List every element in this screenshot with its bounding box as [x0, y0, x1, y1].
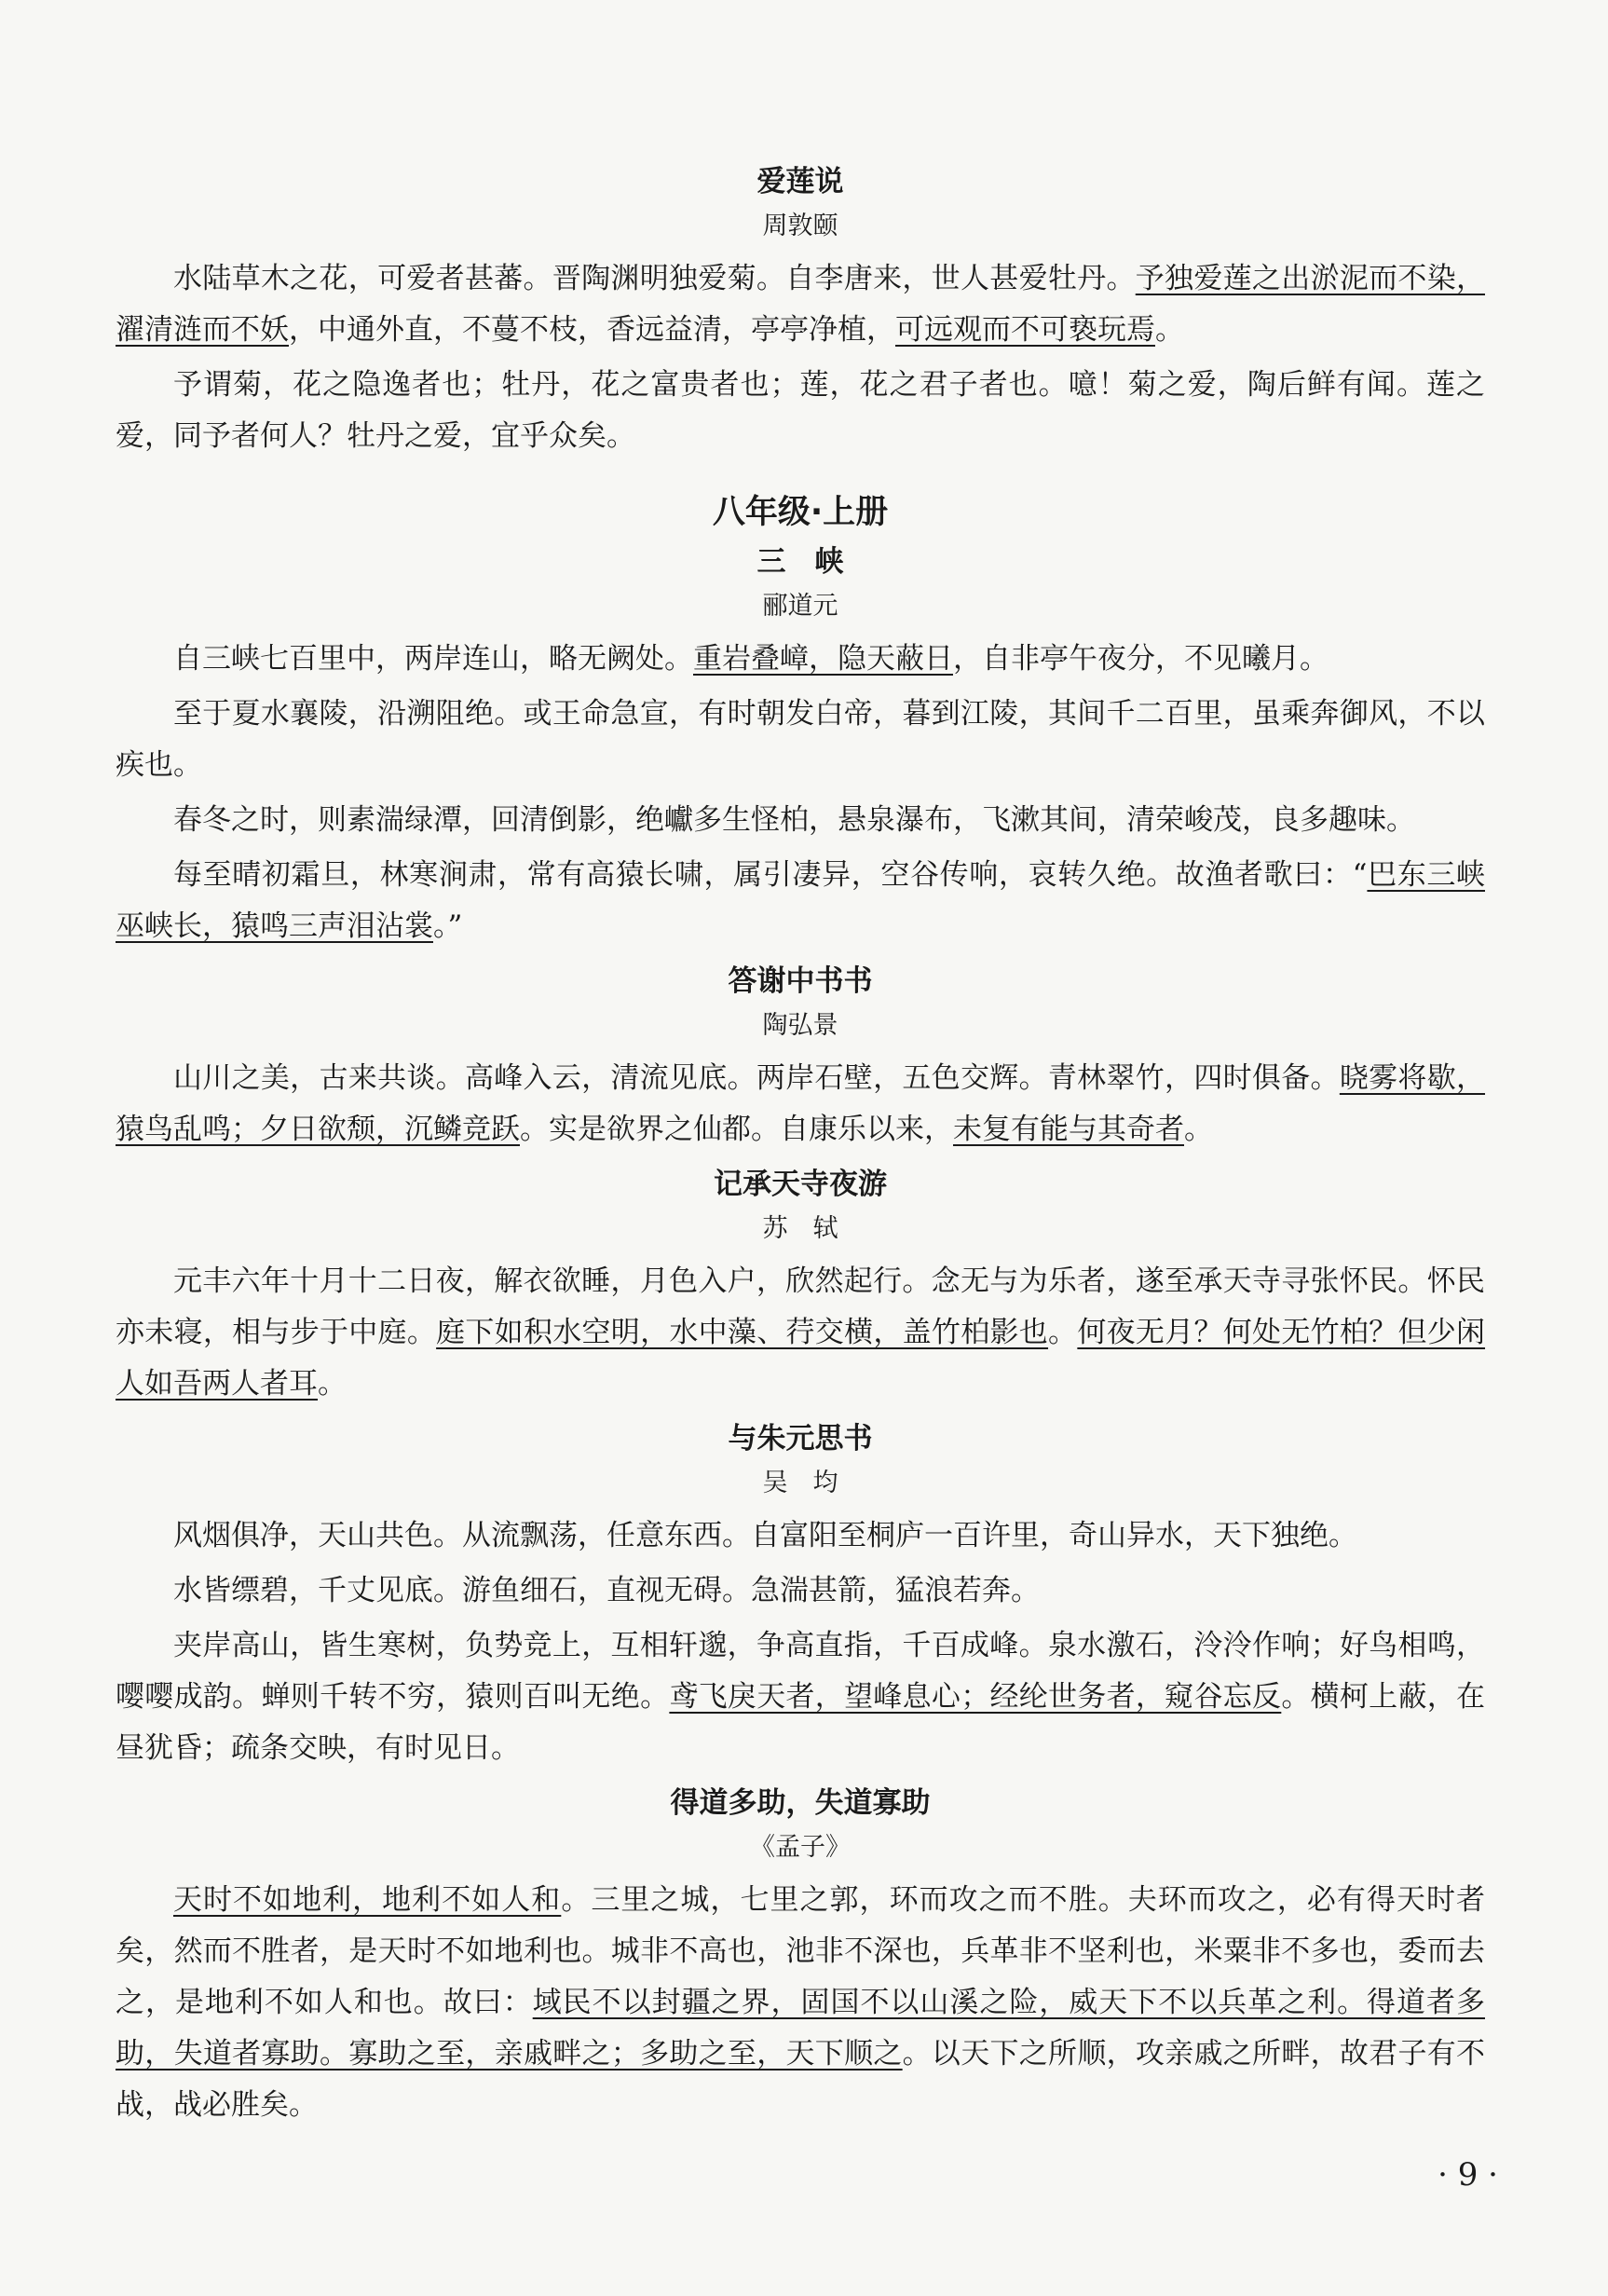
- text-run: 。: [1048, 1316, 1078, 1349]
- text-run: 春冬之时，则素湍绿潭，回清倒影，绝巘多生怪柏，悬泉瀑布，飞漱其间，清荣峻茂，良多趣味。: [173, 803, 1415, 837]
- text-run: 予谓菊，花之隐逸者也；牡丹，花之富贵者也；莲，花之君子者也。噫！菊之爱，陶后鲜有闻。莲之爱，同予者何人？牡丹之爱，宜乎众矣。: [116, 368, 1485, 453]
- text-run: 。横柯上蔽，在昼犹昏；疏条交映，有时见日。: [116, 1680, 1486, 1765]
- paragraph: [116, 850, 1485, 952]
- paragraph: [116, 689, 1485, 791]
- text-section: [116, 958, 1485, 1155]
- paragraph: [116, 1565, 1485, 1617]
- section-title: 爱莲说: [756, 165, 844, 198]
- text-run: 至于夏水襄陵，沿溯阻绝。或王命急宣，有时朝发白帝，暮到江陵，其间千二百里，虽乘奔御风，不以疾也。: [116, 697, 1485, 782]
- section-author: 苏 轼: [762, 1214, 838, 1243]
- paragraph: [116, 634, 1485, 685]
- text-section: [116, 158, 1485, 462]
- section-author: 《孟子》: [750, 1833, 851, 1862]
- paragraph: [116, 360, 1485, 462]
- text-run: 。”: [433, 909, 463, 943]
- paragraph: [116, 1256, 1485, 1410]
- text-section: [116, 1161, 1485, 1410]
- paragraph: [116, 1053, 1485, 1155]
- text-section: [116, 1780, 1485, 2131]
- underlined-phrase: 鸢飞戾天者，望峰息心；经纶世务者，窥谷忘反: [669, 1680, 1282, 1714]
- text-section: [116, 1415, 1485, 1774]
- text-run: 元丰六年十月十二日夜，解衣欲睡，月色入户，欣然起行。念无与为乐者，遂至承天寺寻张怀民。怀民亦未寝，相与步于中庭。: [116, 1264, 1485, 1349]
- section-author: 郦道元: [762, 592, 838, 621]
- underlined-phrase: 予独爱莲之出淤泥而不染，濯清涟而不妖: [116, 262, 1485, 347]
- text-run: 水陆草木之花，可爱者甚蕃。晋陶渊明独爱菊。自李唐来，世人甚爱牡丹。: [173, 262, 1136, 295]
- section-title: 三 峡: [756, 545, 844, 579]
- underlined-phrase: 未复有能与其奇者: [953, 1113, 1184, 1146]
- underlined-phrase: 晓雾将歇，猿鸟乱鸣；夕日欲颓，沉鳞竞跃: [116, 1061, 1486, 1146]
- page-content: [116, 158, 1485, 2135]
- section-author: 吴 均: [762, 1469, 838, 1497]
- text-run: 。以天下之所顺，攻亲戚之所畔，故君子有不战，战必胜矣。: [116, 2037, 1486, 2122]
- text-run: ，自非亭午夜分，不见曦月。: [953, 642, 1329, 676]
- text-run: 。: [1184, 1113, 1213, 1146]
- text-run: 。实是欲界之仙都。自康乐以来，: [520, 1113, 953, 1146]
- underlined-phrase: 庭下如积水空明，水中藻、荇交横，盖竹柏影也: [436, 1316, 1049, 1349]
- section-author: 周敦颐: [762, 212, 838, 240]
- paragraph: [116, 1620, 1485, 1774]
- paragraph: [116, 795, 1485, 846]
- page-number: · 9 ·: [1438, 2156, 1498, 2194]
- paragraph: [116, 253, 1485, 356]
- text-run: 夹岸高山，皆生寒树，负势竞上，互相轩邈，争高直指，千百成峰。泉水激石，泠泠作响；好鸟相鸣，嘤嘤成韵。蝉则千转不穷，猿则百叫无绝。: [116, 1629, 1485, 1714]
- text-section: [116, 486, 1485, 952]
- section-title: 答谢中书书: [728, 964, 873, 998]
- text-run: 风烟俱净，天山共色。从流飘荡，任意东西。自富阳至桐庐一百许里，奇山异水，天下独绝。: [173, 1519, 1357, 1552]
- text-run: 每至晴初霜旦，林寒涧肃，常有高猿长啸，属引凄异，空谷传响，哀转久绝。故渔者歌曰：“: [173, 858, 1368, 892]
- section-author: 陶弘景: [762, 1011, 838, 1040]
- text-run: 。三里之城，七里之郭，环而攻之而不胜。夫环而攻之，必有得天时者矣，然而不胜者，是天时不如地利也。城非不高也，池非不深也，兵革非不坚利也，米粟非不多也，委而去之，是地利不如人和也。故曰：: [116, 1883, 1486, 2019]
- grade-heading: 八年级·上册: [712, 494, 889, 531]
- section-title: 得道多助，失道寡助: [670, 1786, 931, 1820]
- text-run: 。: [1155, 313, 1184, 347]
- underlined-phrase: 天时不如地利，地利不如人和: [173, 1883, 562, 1917]
- text-run: 。: [318, 1367, 347, 1401]
- section-title: 记承天寺夜游: [714, 1168, 887, 1201]
- text-run: 山川之美，古来共谈。高峰入云，清流见底。两岸石壁，五色交辉。青林翠竹，四时俱备。: [173, 1061, 1340, 1095]
- underlined-phrase: 重岩叠嶂，隐天蔽日: [693, 642, 953, 676]
- text-run: 自三峡七百里中，两岸连山，略无阙处。: [173, 642, 693, 676]
- underlined-phrase: 巴东三峡巫峡长，猿鸣三声泪沾裳: [116, 858, 1485, 943]
- text-run: 水皆缥碧，千丈见底。游鱼细石，直视无碍。急湍甚箭，猛浪若奔。: [173, 1574, 1040, 1607]
- section-title: 与朱元思书: [728, 1422, 873, 1456]
- text-run: ，中通外直，不蔓不枝，香远益清，亭亭净植，: [289, 313, 895, 347]
- underlined-phrase: 何夜无月？何处无竹柏？但少闲人如吾两人者耳: [116, 1316, 1486, 1401]
- paragraph: [116, 1510, 1485, 1562]
- paragraph: [116, 1875, 1485, 2131]
- underlined-phrase: 域民不以封疆之界，固国不以山溪之险，威天下不以兵革之利。得道者多助，失道者寡助。寡助之至，亲戚畔之；多助之至，天下顺之: [116, 1986, 1485, 2070]
- underlined-phrase: 可远观而不可亵玩焉: [895, 313, 1155, 347]
